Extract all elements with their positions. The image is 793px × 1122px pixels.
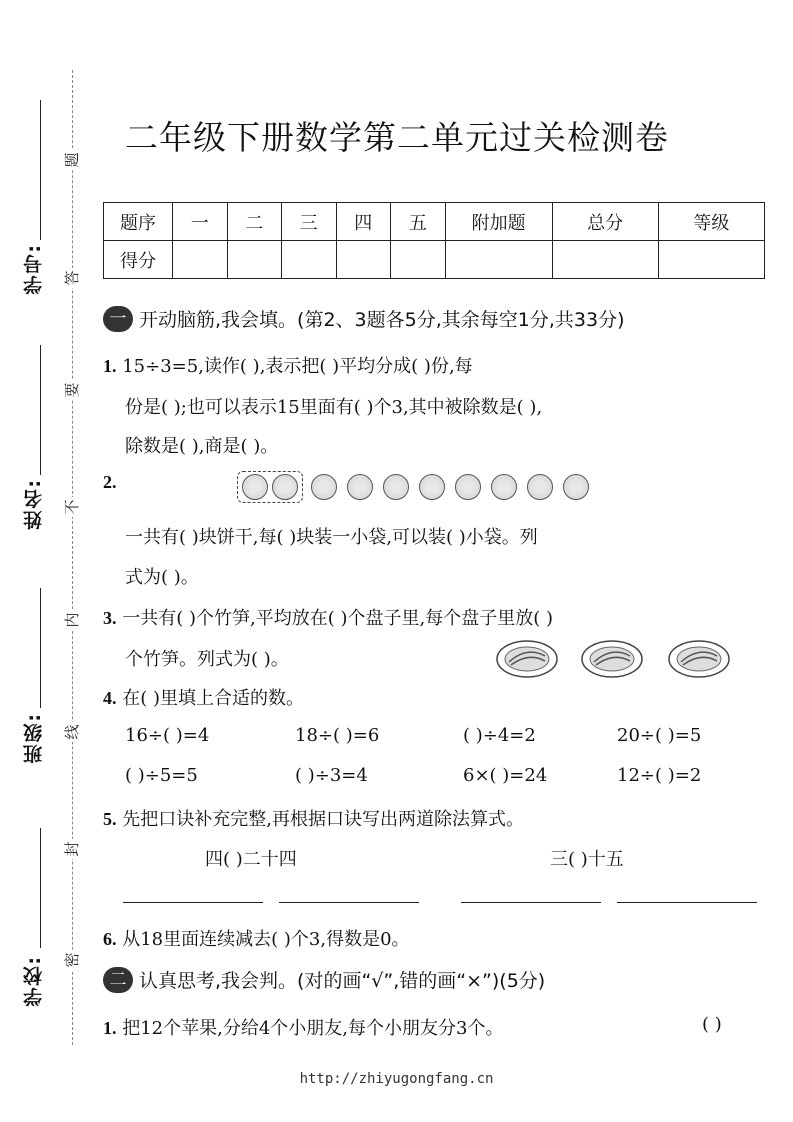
section-heading-text: 认真思考,我会判。(对的画“√”,错的画“×”)(5分) bbox=[139, 970, 546, 992]
seal-char: 要 bbox=[60, 380, 84, 400]
seal-char: 不 bbox=[60, 497, 84, 517]
question-number: 2. bbox=[103, 472, 117, 492]
score-input-cell[interactable] bbox=[336, 241, 391, 279]
score-header-cell: 五 bbox=[391, 203, 446, 241]
cookie-icon bbox=[242, 474, 268, 500]
score-row-label: 得分 bbox=[104, 241, 173, 279]
score-header-cell: 一 bbox=[173, 203, 228, 241]
question-number: 5. bbox=[103, 809, 117, 829]
question-text[interactable]: 在( )里填上合适的数。 bbox=[122, 688, 305, 709]
score-input-cell[interactable] bbox=[173, 241, 228, 279]
cookie-icon bbox=[383, 474, 409, 500]
question-3-line-1 bbox=[103, 604, 553, 630]
seal-char: 内 bbox=[60, 610, 84, 630]
question-number: 1. bbox=[103, 1018, 117, 1038]
section-1-heading bbox=[103, 305, 624, 332]
question-1-line-1 bbox=[103, 352, 473, 378]
margin-line-1 bbox=[40, 100, 41, 240]
section-number-badge: 一 bbox=[103, 306, 133, 332]
score-header-cell: 附加题 bbox=[445, 203, 552, 241]
score-table-header-row bbox=[104, 203, 765, 241]
seal-char: 题 bbox=[60, 150, 84, 170]
cookie-icon bbox=[527, 474, 553, 500]
score-input-cell[interactable] bbox=[658, 241, 764, 279]
bamboo-plate-icon bbox=[667, 638, 731, 680]
question-2-line-2[interactable]: 式为( )。 bbox=[125, 567, 199, 588]
cookie-illustration bbox=[237, 471, 599, 503]
score-input-cell[interactable] bbox=[227, 241, 282, 279]
answer-line[interactable] bbox=[123, 902, 263, 903]
question-6 bbox=[103, 925, 410, 951]
page-title: 二年级下册数学第二单元过关检测卷 bbox=[125, 118, 669, 157]
cookie-icon bbox=[347, 474, 373, 500]
cookie-icon bbox=[563, 474, 589, 500]
bamboo-plate-icon bbox=[580, 638, 644, 680]
seal-char: 封 bbox=[60, 839, 84, 859]
question-text[interactable]: 一共有( )个竹笋,平均放在( )个盘子里,每个盘子里放( ) bbox=[122, 608, 553, 629]
cookie-icon bbox=[311, 474, 337, 500]
equation-blank[interactable]: 6×( )=24 bbox=[463, 765, 548, 786]
question-5-intro bbox=[103, 805, 524, 831]
question-2-line-1[interactable]: 一共有( )块饼干,每( )块装一小袋,可以装( )小袋。列 bbox=[125, 527, 538, 548]
section-number-badge: 二 bbox=[103, 967, 133, 993]
question-1-line-3[interactable]: 除数是( ),商是( )。 bbox=[125, 436, 279, 457]
equation-blank[interactable]: 18÷( )=6 bbox=[295, 725, 380, 746]
margin-label-id: 学号: bbox=[23, 243, 45, 295]
section-heading-text: 开动脑筋,我会填。(第2、3题各5分,其余每空1分,共33分) bbox=[139, 309, 625, 331]
question-text: 先把口诀补充完整,再根据口诀写出两道除法算式。 bbox=[122, 809, 524, 830]
score-header-cell: 二 bbox=[227, 203, 282, 241]
equation-blank[interactable]: ( )÷3=4 bbox=[295, 765, 368, 786]
equation-blank[interactable]: 16÷( )=4 bbox=[125, 725, 210, 746]
answer-line[interactable] bbox=[617, 902, 757, 903]
question-text[interactable]: 从18里面连续减去( )个3,得数是0。 bbox=[122, 929, 410, 950]
cookie-icon bbox=[272, 474, 298, 500]
seal-char: 线 bbox=[60, 722, 84, 742]
margin-label-class: 班级: bbox=[23, 712, 45, 764]
equation-blank[interactable]: ( )÷5=5 bbox=[125, 765, 198, 786]
multiplication-rhyme-right[interactable]: 三( )十五 bbox=[550, 849, 624, 870]
score-header-cell: 总分 bbox=[552, 203, 658, 241]
score-header-cell: 题序 bbox=[104, 203, 173, 241]
section-2-heading bbox=[103, 966, 545, 993]
margin-line-3 bbox=[40, 588, 41, 708]
judge-answer-blank[interactable]: ( ) bbox=[702, 1014, 722, 1035]
equation-blank[interactable]: 20÷( )=5 bbox=[617, 725, 702, 746]
cookie-icon bbox=[419, 474, 445, 500]
score-table bbox=[103, 202, 765, 279]
question-1-line-2[interactable]: 份是( );也可以表示15里面有( )个3,其中被除数是( ), bbox=[125, 397, 543, 418]
seal-dashed-line bbox=[72, 70, 73, 1045]
equation-blank[interactable]: 12÷( )=2 bbox=[617, 765, 702, 786]
bamboo-plate-icon bbox=[495, 638, 559, 680]
margin-line-2 bbox=[40, 345, 41, 475]
question-number: 3. bbox=[103, 608, 117, 628]
question-text[interactable]: 15÷3=5,读作( ),表示把( )平均分成( )份,每 bbox=[122, 356, 473, 377]
equation-blank[interactable]: ( )÷4=2 bbox=[463, 725, 536, 746]
margin-label-school: 学校: bbox=[23, 955, 45, 1007]
score-input-cell[interactable] bbox=[552, 241, 658, 279]
answer-line[interactable] bbox=[279, 902, 419, 903]
score-header-cell: 四 bbox=[336, 203, 391, 241]
answer-line[interactable] bbox=[461, 902, 601, 903]
question-2-number bbox=[103, 472, 117, 493]
cookie-icon bbox=[455, 474, 481, 500]
cookie-icon bbox=[491, 474, 517, 500]
score-input-cell[interactable] bbox=[282, 241, 337, 279]
seal-char: 答 bbox=[60, 268, 84, 288]
margin-label-name: 姓名: bbox=[23, 478, 45, 530]
margin-line-4 bbox=[40, 828, 41, 948]
question-number: 1. bbox=[103, 356, 117, 376]
seal-char: 密 bbox=[60, 950, 84, 970]
question-text: 把12个苹果,分给4个小朋友,每个小朋友分3个。 bbox=[122, 1018, 504, 1039]
question-4-intro bbox=[103, 684, 304, 710]
score-input-cell[interactable] bbox=[445, 241, 552, 279]
question-number: 6. bbox=[103, 929, 117, 949]
multiplication-rhyme-left[interactable]: 四( )二十四 bbox=[205, 849, 297, 870]
question-number: 4. bbox=[103, 688, 117, 708]
cookie-group-box bbox=[237, 471, 303, 503]
question-3-line-2[interactable]: 个竹笋。列式为( )。 bbox=[125, 649, 289, 670]
score-table-score-row bbox=[104, 241, 765, 279]
footer-url: http://zhiyugongfang.cn bbox=[299, 1071, 494, 1087]
score-header-cell: 三 bbox=[282, 203, 337, 241]
score-header-cell: 等级 bbox=[658, 203, 764, 241]
score-input-cell[interactable] bbox=[391, 241, 446, 279]
judge-question-1 bbox=[103, 1014, 504, 1040]
